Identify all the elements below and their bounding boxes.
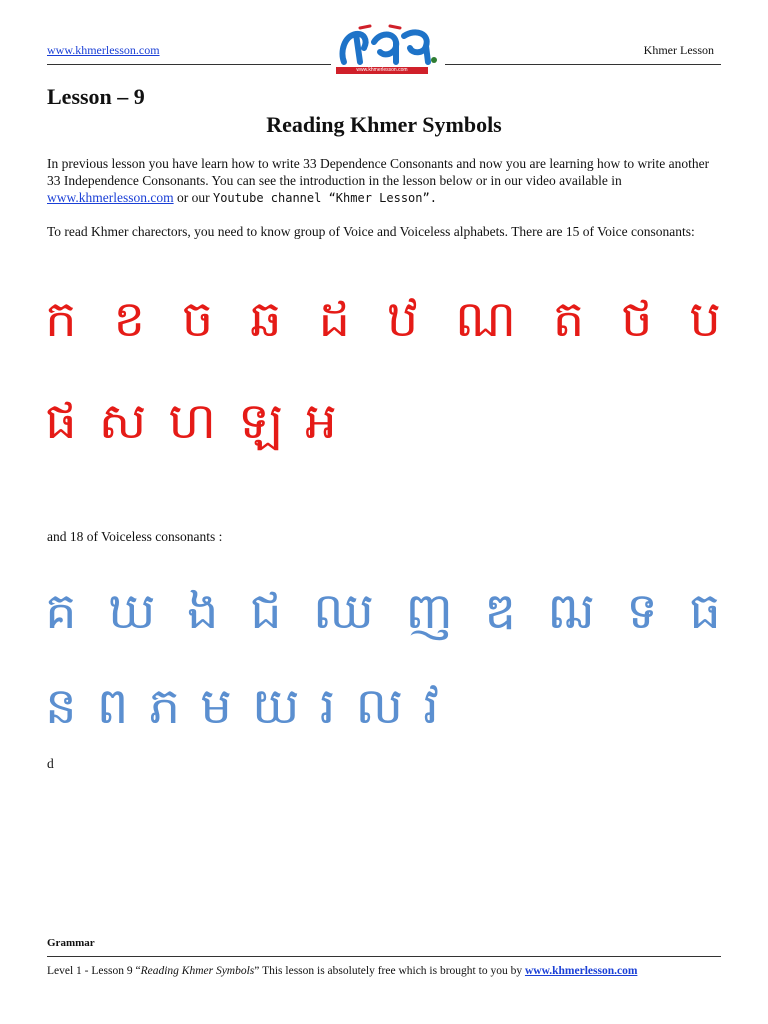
voiceless-consonant: ង: [186, 582, 219, 640]
voice-consonant: ស: [98, 392, 147, 450]
voiceless-consonant: ញ: [405, 582, 453, 640]
voiceless-consonant: ព: [96, 677, 129, 735]
voice-consonants-row-1: [45, 288, 721, 361]
voice-consonant: អ: [305, 392, 337, 450]
voiceless-consonant: ជ: [249, 582, 282, 640]
lesson-heading: Lesson – 9: [47, 84, 145, 109]
voiceless-consonants-row-1: [45, 580, 721, 653]
footer-text-a: Level 1 - Lesson 9 “: [47, 965, 141, 977]
voice-consonant: ក: [45, 290, 77, 348]
intro-paragraph-2: To read Khmer charectors, you need to know group of Voice and Voiceless alphabets. There are 15 of Voice consonants:: [47, 224, 695, 239]
voice-consonant: ឋ: [386, 290, 419, 348]
footer-rule: [47, 956, 721, 957]
voice-consonant: ផ: [45, 392, 77, 450]
header-rule-right: [445, 64, 721, 65]
stray-character: d: [47, 756, 54, 771]
footer-text: [47, 965, 637, 977]
voice-consonant: ប: [689, 290, 721, 348]
voice-consonant: ឡ: [237, 392, 284, 450]
intro-text-a: In previous lesson you have learn how to write 33 Dependence Consonants and now you are learning how to write another 33 Independence Consonants. You can see the introduction in the lesson below or in our video available in: [47, 156, 710, 188]
logo-url-text: www.khmerlesson.com: [356, 67, 408, 73]
page-title: Reading Khmer Symbols: [266, 112, 502, 137]
header-site-link[interactable]: www.khmerlesson.com: [47, 43, 160, 57]
voiceless-consonant: រ: [319, 677, 336, 735]
voiceless-consonant: វ: [423, 677, 439, 735]
voiceless-consonant: ភ: [148, 677, 181, 735]
voice-consonant: ត: [552, 290, 585, 348]
voiceless-consonant: ឍ: [547, 582, 595, 640]
intro-youtube-text: Youtube channel “Khmer Lesson”.: [212, 191, 437, 205]
footer-site-link[interactable]: www.khmerlesson.com: [524, 965, 638, 977]
footer-lesson-title: Reading Khmer Symbols: [140, 965, 255, 977]
voice-consonant: ខ: [113, 290, 146, 348]
voiceless-consonant: ឈ: [312, 582, 375, 640]
intro-site-link[interactable]: www.khmerlesson.com: [47, 190, 174, 205]
voiceless-consonant: គ: [45, 582, 77, 640]
footer-text-b: ” This lesson is absolutely free which is brought to you by: [254, 965, 525, 977]
voiceless-consonant: ធ: [689, 582, 721, 640]
voiceless-consonants-row-2: [45, 675, 735, 748]
voice-consonant: ថ: [620, 290, 653, 348]
intro-text-b: or our: [173, 190, 213, 205]
voiceless-intro: and 18 of Voiceless consonants :: [47, 529, 223, 544]
voiceless-consonant: ម: [200, 677, 232, 735]
voiceless-consonant: ឃ: [108, 582, 156, 640]
voiceless-consonant: ឌ: [484, 582, 516, 640]
voice-consonant: ច: [181, 290, 214, 348]
voiceless-consonant: ទ: [626, 582, 658, 640]
footer-label: Grammar: [47, 937, 95, 949]
voice-consonant: ដ: [318, 290, 351, 348]
header-rule-left: [47, 64, 331, 65]
voiceless-consonant: យ: [252, 677, 300, 735]
voiceless-consonant: ន: [45, 677, 77, 735]
intro-paragraph-1: [47, 155, 723, 207]
header-title: Khmer Lesson: [643, 43, 714, 57]
voice-consonant: ឆ: [249, 290, 282, 348]
khmer-lesson-logo: [330, 22, 446, 78]
voice-consonant: ណ: [454, 290, 517, 348]
voice-consonant: ហ: [168, 392, 216, 450]
voice-consonants-row-2: [45, 390, 735, 463]
voiceless-consonant: ល: [355, 677, 404, 735]
